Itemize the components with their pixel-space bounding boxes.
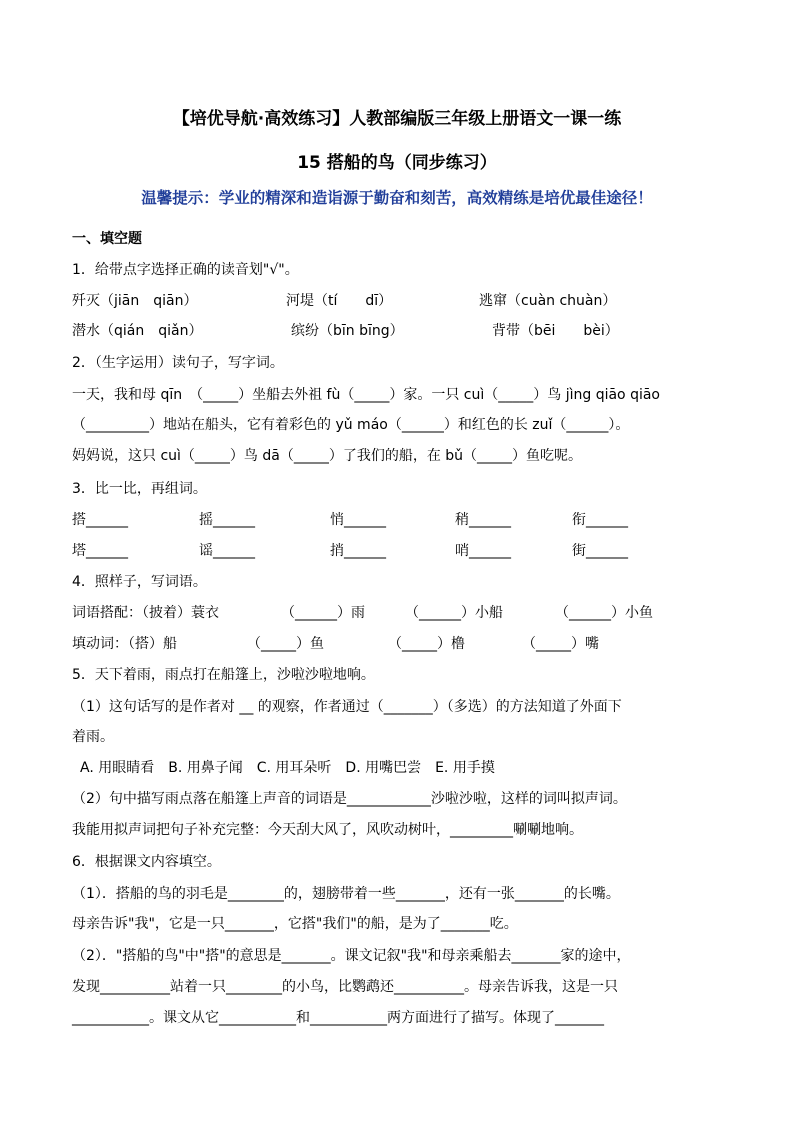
q1-item: 背带（bēi bèi） [492, 323, 619, 339]
page-title: 【培优导航·高效练习】人教部编版三年级上册语文一课一练 [172, 109, 622, 129]
q3-blank[interactable]: 捎______ [330, 543, 386, 559]
q5-part-2-cont: 我能用拟声词把句子补充完整：今天刮大风了，风吹动树叶，_________唰唰地响。 [72, 822, 583, 838]
q3-blank[interactable]: 塔______ [72, 543, 128, 559]
q6-part-1: （1）．搭船的鸟的羽毛是________的，翅膀带着一些_______，还有一张_______的长嘴。 [72, 886, 620, 902]
q5-part-1: （1）这句话写的是作者对 __ 的观察，作者通过（_______）（多选）的方法知道了外面下 [72, 699, 622, 715]
q4-blank[interactable]: （______）小船 [405, 605, 503, 621]
q2-sentence: 妈妈说，这只 cuì（_____）鸟 dā（_____）了我们的船，在 bǔ（_____）鱼吃呢。 [72, 448, 583, 464]
q6-part-2-cont: ___________。课文从它___________和___________两方面进行了描写。体现了_______ [72, 1010, 604, 1026]
q3-blank[interactable]: 稍______ [455, 512, 511, 528]
q1-item: 歼灭（jiān qiān） [72, 293, 198, 309]
q4-blank[interactable]: （______）小鱼 [555, 605, 653, 621]
question-5-stem: 5．天下着雨，雨点打在船篷上，沙啦沙啦地响。 [72, 667, 375, 683]
question-6-stem: 6．根据课文内容填空。 [72, 854, 221, 870]
q4-blank[interactable]: （_____）橹 [388, 636, 465, 652]
q5-part-2: （2）句中描写雨点落在船篷上声音的词语是____________沙啦沙啦，这样的词叫拟声词。 [72, 791, 627, 807]
q5-part-1-cont: 着雨。 [72, 729, 114, 745]
q3-blank[interactable]: 哨______ [455, 543, 511, 559]
q6-part-2: （2）．"搭船的鸟"中"搭"的意思是_______。课文记叙"我"和母亲乘船去_______家的途中， [72, 948, 631, 964]
q2-sentence: 一天，我和母 qīn （_____）坐船去外祖 fù（_____）家。一只 cuì（_____）鸟 jìng qiāo qiāo [72, 387, 660, 403]
lesson-subtitle: 15 搭船的鸟（同步练习） [297, 153, 497, 173]
q1-item: 缤纷（bīn bīng） [291, 323, 404, 339]
q5-options: A. 用眼睛看 B. 用鼻子闻 C. 用耳朵听 D. 用嘴巴尝 E. 用手摸 [80, 760, 495, 776]
q1-item: 逃窜（cuàn chuàn） [479, 293, 617, 309]
q3-blank[interactable]: 街______ [572, 543, 628, 559]
q3-blank[interactable]: 谣______ [199, 543, 255, 559]
question-2-stem: 2．（生字运用）读句子，写字词。 [72, 355, 284, 371]
question-4-stem: 4．照样子，写词语。 [72, 574, 207, 590]
q4-example: 词语搭配：（披着）蓑衣 [72, 605, 219, 621]
q3-blank[interactable]: 搭______ [72, 512, 128, 528]
q6-part-2-cont: 发现__________站着一只________的小鸟，比鹦鹉还__________。母亲告诉我，这是一只 [72, 979, 618, 995]
q3-blank[interactable]: 悄______ [330, 512, 386, 528]
q4-example: 填动词：（搭）船 [72, 636, 177, 652]
q1-item: 潜水（qián qiǎn） [72, 323, 203, 339]
q4-blank[interactable]: （______）雨 [281, 605, 365, 621]
question-3-stem: 3．比一比，再组词。 [72, 481, 207, 497]
q1-item: 河堤（tí dī） [286, 293, 393, 309]
tip-banner: 温馨提示：学业的精深和造诣源于勤奋和刻苦，高效精练是培优最佳途径！ [141, 189, 653, 207]
q2-sentence: （_________）地站在船头，它有着彩色的 yǔ máo（______）和红色的长 zuǐ（______）。 [72, 417, 630, 433]
q4-blank[interactable]: （_____）鱼 [247, 636, 324, 652]
question-1-stem: 1．给带点字选择正确的读音划"√"。 [72, 262, 299, 278]
q3-blank[interactable]: 衔______ [572, 512, 628, 528]
q6-part-1-cont: 母亲告诉"我"，它是一只_______，它搭"我们"的船，是为了_______吃。 [72, 916, 518, 932]
section-heading: 一、填空题 [72, 231, 142, 247]
q3-blank[interactable]: 摇______ [199, 512, 255, 528]
q4-blank[interactable]: （_____）嘴 [522, 636, 599, 652]
